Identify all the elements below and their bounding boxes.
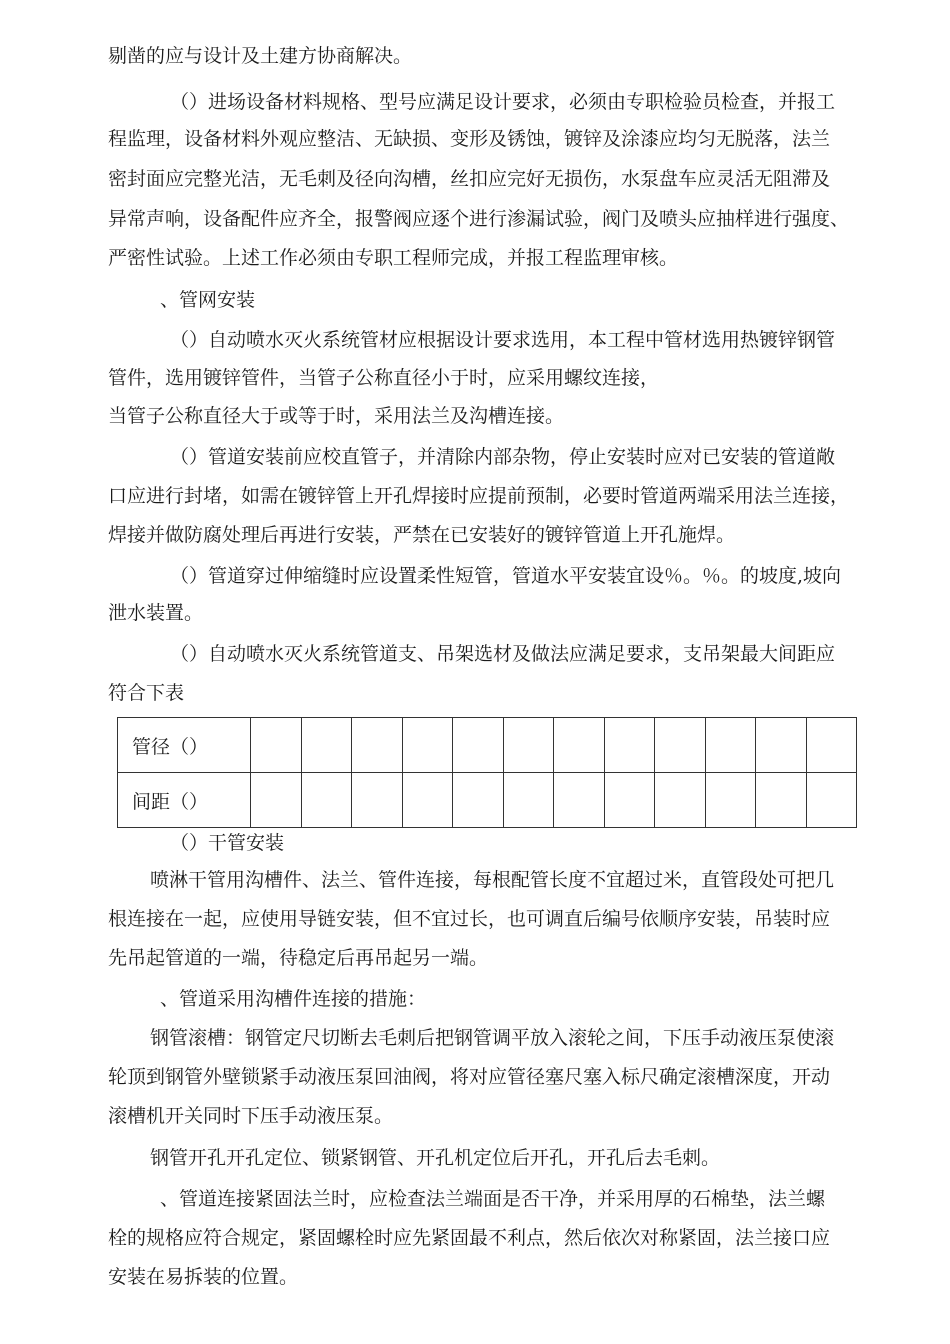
section-heading: 、管道采用沟槽件连接的措施： [160, 988, 427, 1010]
table-row [118, 718, 857, 773]
body-text-line: 口应进行封堵，如需在镀锌管上开孔焊接时应提前预制，必要时管道两端采用法兰连接， [108, 485, 850, 507]
body-text-line: 、管道连接紧固法兰时，应检查法兰端面是否干净，并采用厚的石棉垫，法兰螺 [160, 1188, 826, 1210]
table-row-label: 管径（） [118, 718, 251, 773]
table-cell [756, 773, 807, 828]
body-text-line: 管件，选用镀锌管件，当管子公称直径小于时，应采用螺纹连接， [108, 367, 660, 389]
body-text-line: （）管道穿过伸缩缝时应设置柔性短管，管道水平安装宜设％。％。的坡度,坡向 [170, 565, 842, 587]
body-text-line: 异常声响，设备配件应齐全，报警阀应逐个进行渗漏试验，阀门及喷头应抽样进行强度、 [108, 208, 850, 230]
body-text-line: 安装在易拆装的位置。 [108, 1266, 299, 1288]
body-text-line: （）自动喷水灭火系统管道支、吊架选材及做法应满足要求，支吊架最大间距应 [170, 643, 836, 665]
body-text-line: 喷淋干管用沟槽件、法兰、管件连接，每根配管长度不宜超过米，直管段处可把几 [150, 869, 835, 891]
body-text-line: 先吊起管道的一端，待稳定后再吊起另一端。 [108, 947, 489, 969]
table-cell [402, 718, 453, 773]
body-text-line: 泄水装置。 [108, 602, 204, 624]
table-cell [655, 773, 706, 828]
body-text-line: 根连接在一起，应使用导链安装，但不宜过长，也可调直后编号依顺序安装，吊装时应 [108, 908, 831, 930]
table-cell [251, 718, 302, 773]
section-heading: 、管网安装 [160, 289, 256, 311]
table-cell [301, 718, 352, 773]
table-cell [453, 718, 504, 773]
table-cell [251, 773, 302, 828]
body-text-line: （）进场设备材料规格、型号应满足设计要求，必须由专职检验员检查，并报工 [170, 91, 836, 113]
body-text-line: 焊接并做防腐处理后再进行安装，严禁在已安装好的镀锌管道上开孔施焊。 [108, 524, 736, 546]
table-cell [554, 773, 605, 828]
table-cell [756, 718, 807, 773]
body-text-line: 密封面应完整光洁，无毛刺及径向沟槽，丝扣应完好无损伤，水泵盘车应灵活无阻滞及 [108, 168, 831, 190]
support-spacing-table [117, 717, 857, 828]
table-cell [554, 718, 605, 773]
table-row [118, 773, 857, 828]
body-text-line: 符合下表 [108, 682, 185, 704]
body-text-line: 轮顶到钢管外壁锁紧手动液压泵回油阀，将对应管径塞尺塞入标尺确定滚槽深度，开动 [108, 1066, 831, 1088]
table-cell [705, 718, 756, 773]
body-text-line: 栓的规格应符合规定，紧固螺栓时应先紧固最不利点，然后依次对称紧固，法兰接口应 [108, 1227, 831, 1249]
body-text-line: 剔凿的应与设计及土建方协商解决。 [108, 45, 413, 67]
body-text-line: （）管道安装前应校直管子，并清除内部杂物，停止安装时应对已安装的管道敞 [170, 446, 836, 468]
table-row-label: 间距（） [118, 773, 251, 828]
table-cell [301, 773, 352, 828]
table-cell [453, 773, 504, 828]
table-cell [705, 773, 756, 828]
body-text-line: 当管子公称直径大于或等于时，采用法兰及沟槽连接。 [108, 405, 565, 427]
table-cell [655, 718, 706, 773]
body-text-line: 钢管滚槽：钢管定尺切断去毛刺后把钢管调平放入滚轮之间，下压手动液压泵使滚 [150, 1027, 835, 1049]
table-cell [352, 718, 403, 773]
table-cell [806, 718, 857, 773]
body-text-line: （）自动喷水灭火系统管材应根据设计要求选用，本工程中管材选用热镀锌钢管 [170, 329, 836, 351]
table-cell [604, 773, 655, 828]
body-text-line: 程监理，设备材料外观应整洁、无缺损、变形及锈蚀，镀锌及涂漆应均匀无脱落，法兰 [108, 128, 831, 150]
table-cell [604, 718, 655, 773]
section-heading: （）干管安装 [170, 832, 285, 854]
body-text-line: 滚槽机开关同时下压手动液压泵。 [108, 1105, 394, 1127]
table-cell [352, 773, 403, 828]
table-cell [503, 718, 554, 773]
table-cell [402, 773, 453, 828]
table-cell [806, 773, 857, 828]
body-text-line: 严密性试验。上述工作必须由专职工程师完成，并报工程监理审核。 [108, 247, 679, 269]
table-cell [503, 773, 554, 828]
body-text-line: 钢管开孔开孔定位、锁紧钢管、开孔机定位后开孔，开孔后去毛刺。 [150, 1147, 721, 1169]
